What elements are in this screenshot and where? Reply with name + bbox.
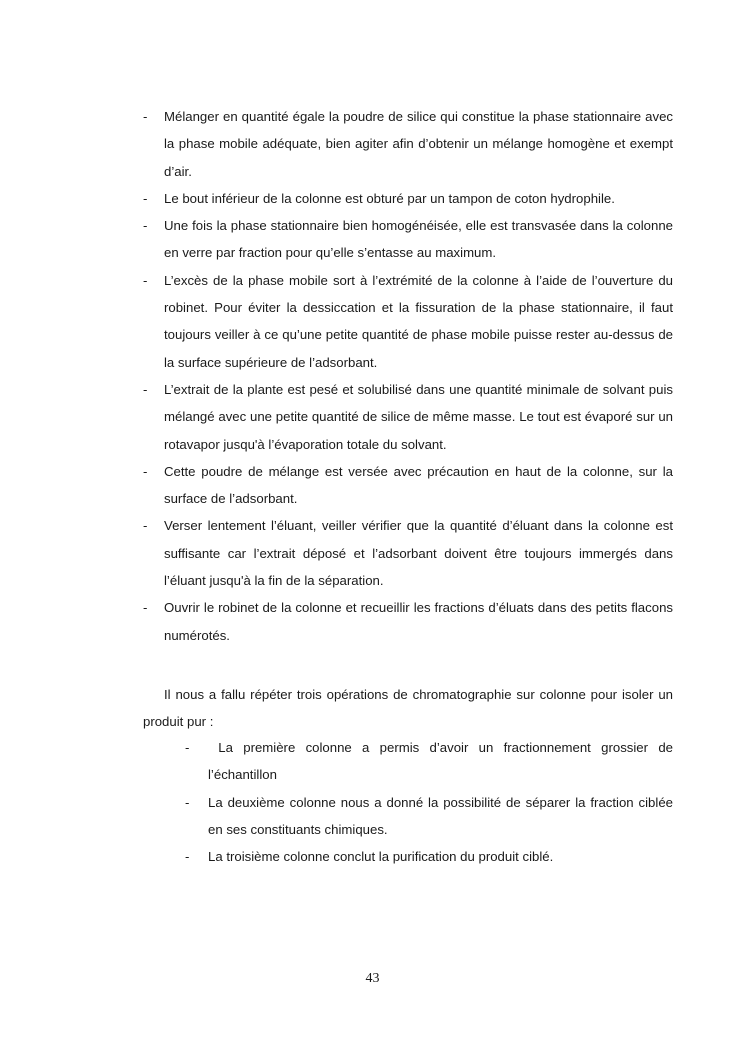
bullet-marker: - xyxy=(143,109,148,124)
bullet-marker: - xyxy=(143,381,148,397)
bullet-marker: - xyxy=(185,849,190,865)
list-item-text: L’extrait de la plante est pesé et solubilisé dans une quantité minimale de solvant puis mélangé avec une petite quantité de silice de même masse. Le tout est évaporé sur un rotavapor jusqu'à l’évaporation totale du solvant. xyxy=(164,381,673,452)
bullet-marker: - xyxy=(185,740,190,755)
list-item xyxy=(143,212,673,267)
list-item xyxy=(143,594,673,649)
bullet-marker: - xyxy=(185,794,190,810)
bullet-marker: - xyxy=(143,218,148,234)
list-item xyxy=(185,734,677,789)
list-item-text: Verser lentement l’éluant, veiller vérifier que la quantité d’éluant dans la colonne est suffisante car l’extrait déposé et l’adsorbant doivent être toujours immergés dans l’éluant jusqu'à la fin de la séparation. xyxy=(164,518,673,589)
bullet-marker: - xyxy=(143,518,148,534)
bullet-marker: - xyxy=(143,463,148,479)
list-item-text: La deuxième colonne nous a donné la possibilité de séparer la fraction ciblée en ses constituants chimiques. xyxy=(208,794,673,837)
column-steps-list xyxy=(185,734,677,870)
list-item-text: Le bout inférieur de la colonne est obturé par un tampon de coton hydrophile. xyxy=(164,190,615,206)
list-item xyxy=(143,512,673,594)
list-item xyxy=(143,458,673,513)
list-item-text: La troisième colonne conclut la purification du produit ciblé. xyxy=(208,849,554,865)
body-paragraph: Il nous a fallu répéter trois opérations de chromatographie sur colonne pour isoler un produit pur : xyxy=(143,687,673,730)
list-item-text: Une fois la phase stationnaire bien homogénéisée, elle est transvasée dans la colonne en verre par fraction pour qu’elle s’entasse au maximum. xyxy=(164,218,673,261)
list-item xyxy=(143,103,673,185)
list-item xyxy=(185,843,673,870)
list-item-text: Mélanger en quantité égale la poudre de silice qui constitue la phase stationnaire avec la phase mobile adéquate, bien agiter afin d’obtenir un mélange homogène et exempt d’air. xyxy=(164,109,673,179)
list-item-text: La première colonne a permis d’avoir un fractionnement grossier de l’échantillon xyxy=(208,740,677,783)
page-number: 43 xyxy=(365,971,380,986)
list-item-text: L’excès de la phase mobile sort à l’extrémité de la colonne à l’aide de l’ouverture du robinet. Pour éviter la dessiccation et la fissuration de la phase stationnaire, il faut toujours veiller à ce qu’une petite quantité de phase mobile puisse rester au-dessus de la surface supérieure de l’adsorbant. xyxy=(164,272,673,370)
list-item xyxy=(143,376,673,458)
procedure-list xyxy=(143,103,673,649)
list-item-text: Ouvrir le robinet de la colonne et recueillir les fractions d’éluats dans des petits flacons numérotés. xyxy=(164,600,673,643)
list-item xyxy=(185,789,673,844)
list-item xyxy=(143,267,673,376)
list-item-text: Cette poudre de mélange est versée avec précaution en haut de la colonne, sur la surface de l’adsorbant. xyxy=(164,463,673,507)
list-item xyxy=(143,185,673,212)
bullet-marker: - xyxy=(143,600,148,616)
bullet-marker: - xyxy=(143,272,148,288)
bullet-marker: - xyxy=(143,190,148,206)
